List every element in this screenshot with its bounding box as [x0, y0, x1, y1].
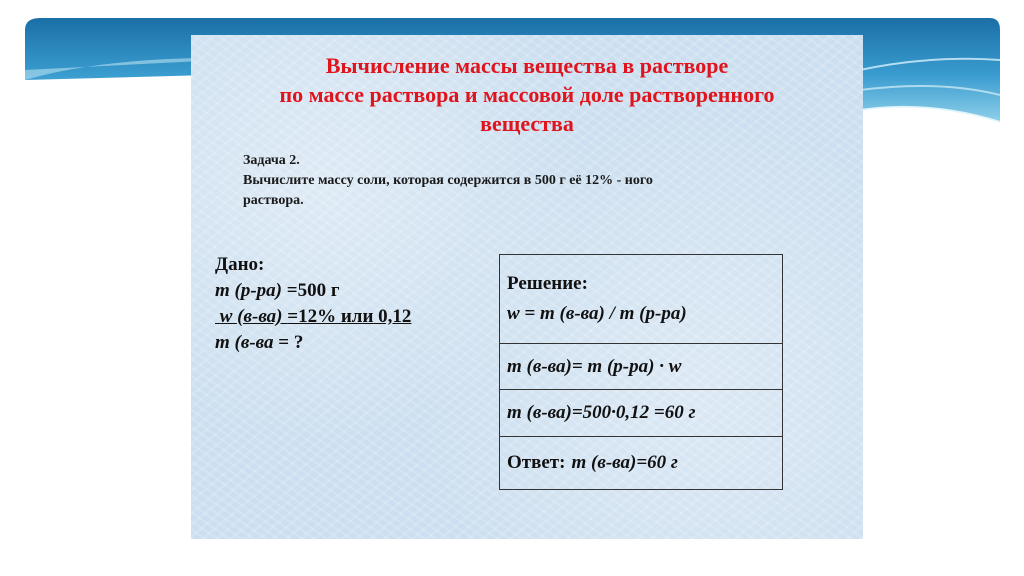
task-statement	[243, 151, 843, 211]
slide-content-panel	[191, 35, 863, 539]
slide-title	[191, 51, 863, 138]
given-block	[215, 252, 475, 356]
solution-formula-2: m (в-ва)= m (р-ра) · w	[507, 355, 682, 377]
given-line-1-variable: m (р-ра)	[215, 280, 283, 301]
given-line-3-variable: m (в-ва	[215, 332, 274, 353]
solution-row-3	[500, 389, 782, 436]
task-text-line-1: Вычислите массу соли, которая содержится в 500 г её 12% - ного	[243, 173, 653, 188]
solution-row-1	[500, 255, 782, 343]
given-line-3	[215, 330, 475, 356]
title-line-3: вещества	[480, 111, 574, 136]
solution-formula-3: m (в-ва)=500·0,12 =60 г	[507, 402, 696, 423]
given-line-3-value: = ?	[273, 332, 304, 353]
task-text-line-2: раствора.	[243, 193, 304, 208]
given-line-2-variable: w (в-ва)	[219, 306, 283, 327]
given-line-2-value: =12% или 0,12	[287, 306, 412, 327]
given-line-2	[215, 304, 475, 330]
solution-table	[499, 254, 783, 490]
task-heading: Задача 2.	[243, 153, 300, 168]
given-line-1	[215, 278, 475, 304]
solution-row-2	[500, 343, 782, 389]
title-line-1: Вычисление массы вещества в растворе	[325, 53, 729, 78]
solution-heading: Решение:	[507, 273, 588, 294]
title-line-2: по массе раствора и массовой доле растворенного	[279, 82, 775, 107]
given-heading: Дано:	[215, 254, 265, 275]
solution-formula-1: w = m (в-ва) / m (р-ра)	[507, 303, 687, 324]
answer-value: m (в-ва)=60 г	[571, 452, 678, 473]
answer-label: Ответ:	[507, 452, 566, 473]
given-line-1-value: =500 г	[282, 280, 340, 301]
solution-row-answer	[500, 436, 782, 489]
